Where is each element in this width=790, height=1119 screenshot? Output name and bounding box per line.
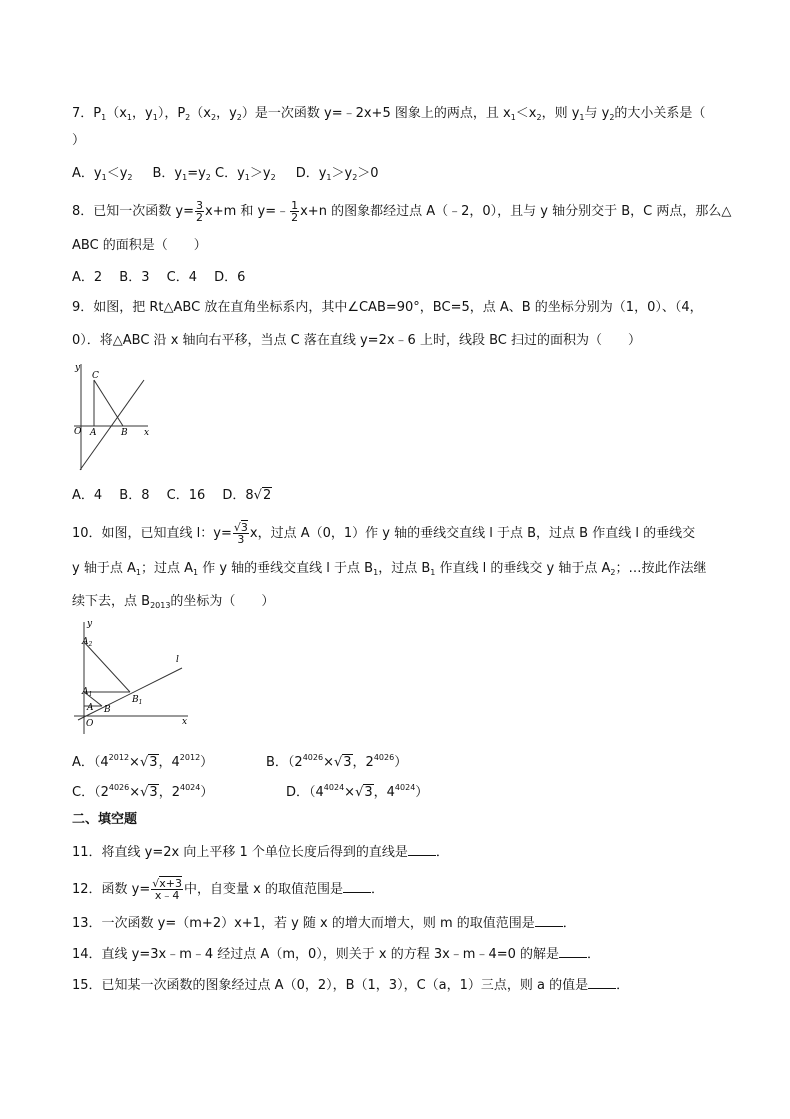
- q10-label-a2: $A_2$: [82, 637, 93, 648]
- q10-segment-b1a2: [84, 642, 130, 692]
- q10-sup: 4024: [179, 783, 201, 792]
- q9-label-b: B: [121, 428, 128, 438]
- fraction-numerator: 3: [196, 199, 203, 212]
- q10-sup: 4024: [394, 783, 416, 792]
- q14-text: 14．直线 y=3x﹣m﹣4 经过点 A（m，0），则关于 x 的方程 3x﹣m﹣4=0 的解是: [72, 947, 560, 962]
- q14-answer-blank[interactable]: [559, 945, 587, 958]
- q7-option-c: C．y: [210, 166, 245, 181]
- q7-text: ＜x: [515, 106, 537, 121]
- fraction-numerator: √x+3: [152, 877, 183, 890]
- q7-text: ，y: [216, 106, 237, 121]
- q10-sub: 1: [192, 568, 199, 577]
- q10-text: x，过点 A（0，1）作 y 轴的垂线交直线 l 于点 B，过点 B 作直线 l 的垂线交: [249, 526, 696, 541]
- q10-sup: 4026: [108, 783, 130, 792]
- q8-stem-line1: [72, 200, 731, 223]
- q10-option-text: ×: [129, 785, 141, 800]
- q10-option-text: D．（4: [286, 785, 324, 800]
- q8-options: A．2 B．3 C．4 D．6: [72, 270, 246, 285]
- radicand: 2: [262, 488, 272, 503]
- q7-sub: 1: [152, 113, 158, 122]
- q10-option-text: ×: [323, 755, 334, 770]
- q12-text: ．: [370, 882, 384, 897]
- q10-text: y 轴于点 A: [72, 561, 136, 576]
- fraction-numerator: √3: [233, 521, 248, 534]
- q7-sub: 1: [101, 113, 107, 122]
- fraction-denominator: 3: [237, 533, 245, 546]
- q10-label-b: B: [104, 705, 111, 715]
- fraction-numerator: 1: [291, 199, 299, 212]
- q7-sub: 1: [182, 173, 188, 182]
- q10-option-text: ，4: [373, 785, 395, 800]
- q12: [72, 878, 384, 901]
- q7-sub: 2: [185, 113, 191, 122]
- q7-text: 是一次函数 y=﹣2x+5 图象上的两点，且 x: [254, 106, 511, 121]
- q7-sub: 2: [609, 113, 615, 122]
- q10-sup: 4026: [302, 753, 324, 762]
- q12-fraction: [151, 878, 183, 901]
- radicand: 3: [343, 755, 352, 770]
- q7-text: （x: [106, 106, 127, 121]
- q10-label-y: y: [87, 619, 93, 629]
- q7-sub: 2: [205, 173, 211, 182]
- q8-fraction-2: [290, 200, 299, 223]
- q10-option-d: [286, 778, 428, 803]
- q8-fraction-1: [195, 200, 204, 223]
- q9-options: [72, 486, 272, 506]
- q13-text: 13．一次函数 y=（m+2）x+1，若 y 随 x 的增大而增大，则 m 的取值范围是: [72, 916, 535, 931]
- q7-text: ，则 y: [541, 106, 580, 121]
- q10-text: ；…按此作法继: [615, 561, 707, 576]
- q10-option-text: ，2: [158, 785, 180, 800]
- q12-answer-blank[interactable]: [343, 880, 371, 893]
- q7-options: [72, 164, 379, 188]
- radicand: 3: [364, 785, 373, 800]
- radicand: 3: [149, 755, 158, 770]
- fraction-denominator: 2: [291, 211, 299, 224]
- q10-line-l: [78, 668, 182, 720]
- q7-sub: 1: [101, 173, 107, 182]
- q10-text: 作 y 轴的垂线交直线 l 于点 B: [198, 561, 374, 576]
- fraction-denominator: 2: [196, 211, 203, 224]
- q10-figure: [72, 614, 196, 738]
- q9-options-text: A．4 B．8 C．16 D．8: [72, 488, 254, 503]
- q10-sub: 2013: [150, 601, 171, 610]
- radicand: 3: [240, 521, 248, 534]
- q10-option-text: ×: [129, 755, 140, 770]
- q7-text: 的大小关系是（: [614, 106, 706, 121]
- q9-figure: [72, 358, 156, 474]
- q12-text: 12．函数 y=: [72, 882, 151, 897]
- q10-option-b: [266, 748, 407, 773]
- q7-sub: 2: [236, 113, 242, 122]
- q10-sup: 4026: [373, 753, 395, 762]
- q10-sub: 1: [135, 568, 141, 577]
- q11-text: ．: [435, 845, 449, 860]
- q10-text: 的坐标为（ ）: [170, 594, 275, 609]
- q7-sub: 2: [352, 173, 358, 182]
- q9-line-y-2x-6: [80, 380, 144, 470]
- q7-text: ）: [241, 106, 255, 121]
- q8-stem-line2: ABC 的面积是（ ）: [72, 238, 207, 253]
- q7-stem-line1: [72, 104, 705, 128]
- q10-option-text: ）: [415, 785, 429, 800]
- q10-option-text: A．（4: [72, 755, 109, 770]
- q9-label-a: A: [90, 428, 97, 438]
- q10-option-text: ）: [394, 755, 408, 770]
- q10-stem-line1: [72, 522, 695, 545]
- q14: [72, 945, 600, 965]
- radicand: 3: [149, 785, 158, 800]
- q7-sub: 2: [536, 113, 542, 122]
- q11: [72, 843, 449, 863]
- q7-text: ＞0: [357, 166, 379, 181]
- q10-sub: 2: [610, 568, 616, 577]
- q10-label-a: A: [87, 703, 94, 713]
- q10-label-a1: $A_1$: [82, 687, 93, 698]
- q9-label-y: y: [75, 363, 81, 373]
- q7-sub: 1: [579, 113, 585, 122]
- q10-option-text: ，2: [352, 755, 374, 770]
- q7-sub: 1: [510, 113, 516, 122]
- q10-label-b1: $B_1$: [132, 695, 143, 706]
- q7-text: ）: [157, 106, 165, 121]
- q10-text: 作直线 l 的垂线交 y 轴于点 A: [435, 561, 611, 576]
- q9-stem-line2: 0）．将△ABC 沿 x 轴向右平移，当点 C 落在直线 y=2x﹣6 上时，线段 BC 扫过的面积为（ ）: [72, 333, 641, 348]
- q12-text: 中，自变量 x 的取值范围是: [184, 882, 343, 897]
- q7-sub: 2: [127, 173, 133, 182]
- q7-option-b: B．y: [152, 166, 183, 181]
- q11-answer-blank[interactable]: [408, 843, 436, 856]
- q10-option-sqrt: √3: [355, 785, 373, 800]
- q10-text: ；过点 A: [140, 561, 193, 576]
- q10-fraction: [233, 522, 249, 545]
- q9-label-c: C: [92, 371, 99, 381]
- q11-text: 11．将直线 y=2x 向上平移 1 个单位长度后得到的直线是: [72, 845, 408, 860]
- q7-text: ，P: [164, 106, 186, 121]
- q7-text: ，y: [132, 106, 153, 121]
- q13-answer-blank[interactable]: [535, 914, 563, 927]
- section-title: 二、填空题: [72, 812, 138, 827]
- q10-text: 续下去，点 B: [72, 594, 151, 609]
- q7-text: ＞y: [331, 166, 353, 181]
- radicand: x+3: [159, 877, 183, 890]
- q7-option-a: A．y: [72, 166, 102, 181]
- q9-stem-line1: 9．如图，把 Rt△ABC 放在直角坐标系内，其中∠CAB=90°，BC=5，点 A、B 的坐标分别为（1，0）、（4，: [72, 300, 703, 315]
- q7-text: 7．P: [72, 106, 102, 121]
- q10-option-a: [72, 748, 213, 773]
- q7-sub: 2: [270, 173, 276, 182]
- q9-label-o: O: [74, 427, 82, 437]
- q10-sup: 2012: [179, 753, 201, 762]
- q7-stem-line2: ）: [72, 133, 86, 148]
- q13-text: ．: [562, 916, 576, 931]
- q10-option-text: ×: [344, 785, 356, 800]
- q10-option-text: B．（2: [266, 755, 303, 770]
- q10-option-sqrt: √3: [140, 785, 158, 800]
- q10-stem-line3: [72, 592, 274, 616]
- q7-sub: 1: [244, 173, 250, 182]
- q10-option-text: ）: [200, 785, 214, 800]
- q15-text: 15．已知某一次函数的图象经过点 A（0，2），B（1，3），C（a，1）三点，则 a 的值是: [72, 978, 589, 993]
- q9-label-x: x: [144, 428, 150, 438]
- q10-text: 10．如图，已知直线 l：y=: [72, 526, 232, 541]
- q7-option-d: D．y: [295, 166, 327, 181]
- q10-label-l: l: [176, 655, 179, 665]
- q9-segment-cb: [94, 380, 123, 426]
- q14-text: ．: [587, 947, 601, 962]
- q13: [72, 914, 576, 934]
- q10-sub: 1: [430, 568, 436, 577]
- q15-answer-blank[interactable]: [588, 976, 616, 989]
- q8-text: x+n 的图象都经过点 A（﹣2，0），且与 y 轴分别交于 B，C 两点，那么△: [300, 204, 732, 219]
- q7-text: （x: [190, 106, 211, 121]
- q10-text: ，过点 B: [378, 561, 431, 576]
- q10-option-text: ，4: [158, 755, 180, 770]
- q7-sub: 2: [210, 113, 217, 122]
- q7-text: =y: [187, 166, 206, 181]
- q10-sup: 2012: [108, 753, 130, 762]
- q7-text: ＞y: [249, 166, 271, 181]
- q7-sub: 1: [126, 113, 133, 122]
- q10-sub: 1: [373, 568, 379, 577]
- q10-stem-line2: [72, 559, 706, 583]
- q9-option-d-sqrt: √2: [253, 488, 272, 503]
- q10-option-c: [72, 778, 213, 803]
- q8-text: x+m 和 y=﹣: [205, 204, 290, 219]
- q10-label-o: O: [86, 719, 94, 729]
- q8-text: 8．已知一次函数 y=: [72, 204, 194, 219]
- q10-option-sqrt: √3: [139, 755, 158, 770]
- q7-text: ＜y: [106, 166, 128, 181]
- q10-label-x: x: [182, 717, 188, 727]
- q7-sub: 1: [326, 173, 332, 182]
- q10-option-text: ）: [200, 755, 214, 770]
- q15: [72, 976, 629, 996]
- fraction-denominator: x﹣4: [154, 889, 180, 902]
- q10-sup: 4024: [323, 783, 345, 792]
- q10-option-text: C．（2: [72, 785, 109, 800]
- q10-option-sqrt: √3: [333, 755, 352, 770]
- q7-text: 与 y: [584, 106, 610, 121]
- q15-text: ．: [616, 978, 630, 993]
